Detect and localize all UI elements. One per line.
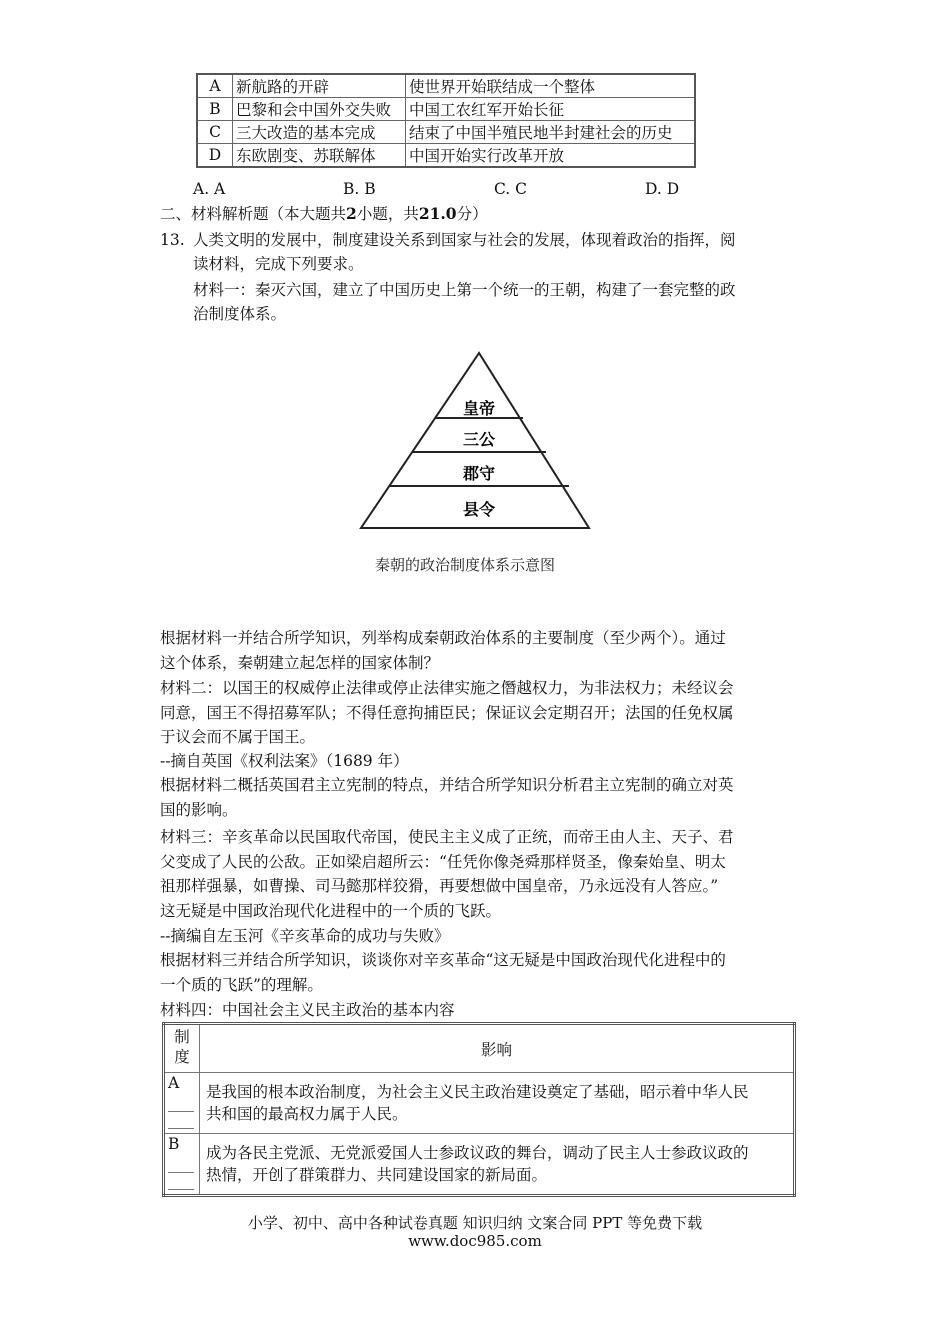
democracy-table [162,1022,796,1197]
row-event: 三大改造的基本完成 [233,121,406,144]
material-three: 这无疑是中国政治现代化进程中的一个质的飞跃。 [160,902,502,920]
row-label: B [164,1134,200,1196]
material-two: 材料二：以国王的权威停止法律或停止法律实施之僭越权力，为非法权力；未经议会 [160,679,734,697]
header-system: 制 度 [164,1024,200,1073]
pyramid-level-sangong: 三公 [462,430,496,449]
question-part-1: 根据材料一并结合所学知识，列举构成秦朝政治体系的主要制度（至少两个）。通过 [160,629,726,647]
row-label: A [164,1073,200,1134]
material-one: 材料一：秦灭六国，建立了中国历史上第一个统一的王朝，构建了一套完整的政 [193,281,736,299]
question-part-2: 国的影响。 [160,801,238,819]
row-effect: 中国工农红军开始长征 [406,98,696,121]
material-two-source: --摘自英国《权利法案》（1689 年） [160,752,409,770]
row-event: 新航路的开辟 [233,74,406,98]
material-one: 治制度体系。 [193,305,287,323]
pyramid-level-xianling: 县令 [462,500,496,519]
question-part-3: 根据材料三并结合所学知识，谈谈你对辛亥革命“这无疑是中国政治现代化进程中的 [160,951,726,969]
pyramid-level-junshou: 郡守 [462,464,496,483]
table-row [197,74,695,98]
material-three: 材料三：辛亥革命以民国取代帝国，使民主主义成了正统，而帝王由人主、天子、君 [160,828,734,846]
answer-blank[interactable] [168,1093,194,1112]
question-stem: 人类文明的发展中，制度建设关系到国家与社会的发展，体现着政治的指挥，阅 [193,231,736,249]
footer-url[interactable]: www.doc985.com [408,1232,542,1250]
option-a[interactable]: A. A [193,180,226,198]
answer-blank[interactable] [168,1112,194,1129]
row-letter: C [197,121,233,144]
row-impact: 成为各民主党派、无党派爱国人士参政议政的舞台，调动了民主人士参政议政的 热情，开创了群策群力、共同建设国家的新局面。 [200,1134,795,1196]
row-letter: D [197,144,233,168]
row-letter: A [197,74,233,98]
row-impact: 是我国的根本政治制度，为社会主义民主政治建设奠定了基础，昭示着中华人民 共和国的最高权力属于人民。 [200,1073,795,1134]
table-row [197,98,695,121]
table-header-row [164,1024,795,1073]
pyramid-level-emperor: 皇帝 [462,399,496,418]
option-b[interactable]: B. B [343,180,376,198]
section-title: 二、材料解析题（本大题共2小题，共21.0分） [160,204,488,223]
material-three: 祖那样强暴，如曹操、司马懿那样狡猾，再要想做中国皇帝，乃永远没有人答应。” [160,877,719,895]
row-effect: 使世界开始联结成一个整体 [406,74,696,98]
qin-pyramid-diagram [355,345,595,535]
row-letter: B [197,98,233,121]
question-part-1: 这个体系，秦朝建立起怎样的国家体制？ [160,654,440,672]
material-two: 于议会而不属于国王。 [160,728,316,746]
table-row [197,144,695,168]
material-four: 材料四：中国社会主义民主政治的基本内容 [160,1001,455,1019]
question-part-3: 一个质的飞跃”的理解。 [160,976,323,994]
material-two: 同意，国王不得招募军队；不得任意拘捕臣民；保证议会定期召开；法国的任免权属 [160,704,734,722]
question-stem: 读材料，完成下列要求。 [193,255,364,273]
options-table [196,73,696,168]
option-c[interactable]: C. C [494,180,528,198]
diagram-caption: 秦朝的政治制度体系示意图 [375,556,556,574]
header-impact: 影响 [200,1024,795,1073]
table-row [164,1073,795,1134]
table-row [164,1134,795,1196]
row-effect: 中国开始实行改革开放 [406,144,696,168]
table-row [197,121,695,144]
row-event: 巴黎和会中国外交失败 [233,98,406,121]
row-effect: 结束了中国半殖民地半封建社会的历史 [406,121,696,144]
option-d[interactable]: D. D [645,180,680,198]
material-three-source: --摘编自左玉河《辛亥革命的成功与失败》 [160,927,450,945]
footer-promo: 小学、初中、高中各种试卷真题 知识归纳 文案合同 PPT 等免费下载 [247,1214,703,1232]
answer-blank[interactable] [168,1154,194,1173]
question-part-2: 根据材料二概括英国君主立宪制的特点，并结合所学知识分析君主立宪制的确立对英 [160,776,734,794]
material-three: 父变成了人民的公敌。正如梁启超所云：“任凭你像尧舜那样贤圣，像秦始皇、明太 [160,853,726,871]
row-event: 东欧剧变、苏联解体 [233,144,406,168]
question-number: 13. [160,231,185,249]
answer-blank[interactable] [168,1173,194,1190]
